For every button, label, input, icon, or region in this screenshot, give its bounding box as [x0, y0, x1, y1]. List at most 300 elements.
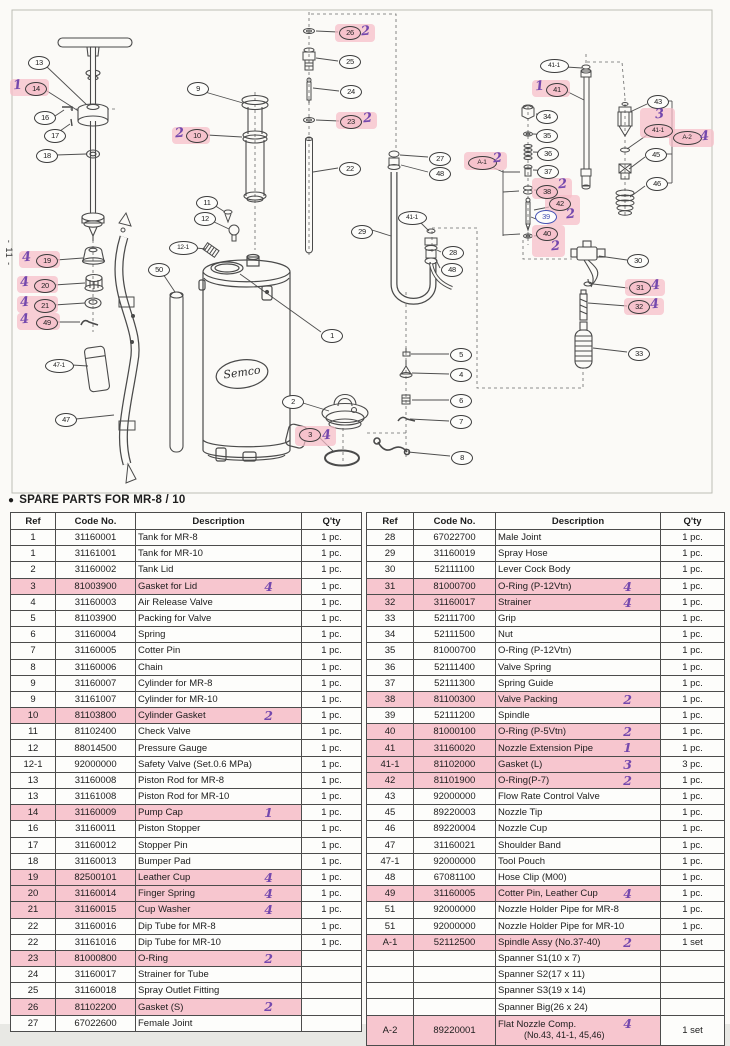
ref-cell: 23	[11, 950, 56, 966]
qty-cell: 1 pc.	[302, 610, 362, 626]
code-cell: 31160017	[56, 967, 136, 983]
handwritten-annotation: 1	[534, 78, 545, 95]
code-cell: 31160018	[56, 983, 136, 999]
desc-cell: Spindle	[496, 708, 661, 724]
page-side-number: - 11 -	[4, 239, 14, 267]
section-title: SPARE PARTS FOR MR-8 / 10	[19, 494, 186, 506]
part-callout: 28	[442, 246, 464, 260]
handwritten-annotation: 2	[565, 206, 576, 223]
code-cell: 92000000	[56, 756, 136, 772]
desc-cell: Tank Lid	[136, 562, 302, 578]
handwritten-annotation: 2	[362, 110, 373, 127]
desc-cell: Gasket for Lid 4	[136, 578, 302, 594]
part-callout: 20	[34, 279, 56, 293]
qty-cell	[661, 999, 725, 1015]
ref-cell: 1	[11, 546, 56, 562]
code-cell: 81100300	[414, 691, 496, 707]
table-row	[367, 837, 725, 853]
table-row	[11, 610, 362, 626]
desc-cell: Cotter Pin	[136, 643, 302, 659]
qty-cell: 1 pc.	[302, 675, 362, 691]
part-callout: 25	[339, 55, 361, 69]
desc-cell: Spray Hose	[496, 546, 661, 562]
qty-cell: 1 pc.	[661, 886, 725, 902]
code-cell: 81003900	[56, 578, 136, 594]
qty-cell: 1 pc.	[661, 724, 725, 740]
desc-cell: O-Ring(P-7) 2	[496, 772, 661, 788]
code-cell: 31160003	[56, 594, 136, 610]
qty-cell: 1 pc.	[661, 610, 725, 626]
qty-cell: 1 pc.	[661, 902, 725, 918]
description-header: Description	[496, 513, 661, 530]
ref-cell: 27	[11, 1015, 56, 1031]
qty-cell: 1 set	[661, 934, 725, 950]
qty-cell: 1 pc.	[302, 756, 362, 772]
ref-cell: 42	[367, 772, 414, 788]
qty-cell: 1 pc.	[661, 740, 725, 756]
code-cell: 31160004	[56, 627, 136, 643]
table-row	[11, 691, 362, 707]
desc-cell: Cylinder for MR-8	[136, 675, 302, 691]
desc-cell: Shoulder Band	[496, 837, 661, 853]
handwritten-annotation: 3	[654, 106, 665, 123]
ref-cell: 28	[367, 530, 414, 546]
desc-cell: Nozzle Holder Pipe for MR-8	[496, 902, 661, 918]
part-callout: 41-1	[644, 124, 673, 138]
code-cell: 31160008	[56, 772, 136, 788]
ref-cell: 46	[367, 821, 414, 837]
handwritten-annotation: 2	[264, 950, 273, 966]
desc-cell: Bumper Pad	[136, 853, 302, 869]
table-row	[11, 659, 362, 675]
handwritten-annotation: 2	[264, 999, 273, 1015]
handwritten-annotation: 1	[264, 805, 273, 821]
code-cell: 81000700	[414, 643, 496, 659]
part-callout: 1	[321, 329, 343, 343]
desc-cell: Piston Rod for MR-8	[136, 772, 302, 788]
code-cell: 52111700	[414, 610, 496, 626]
qty-cell: 1 pc.	[302, 789, 362, 805]
code-cell: 81000100	[414, 724, 496, 740]
table-row	[367, 659, 725, 675]
part-callout: 21	[34, 299, 56, 313]
ref-cell: 10	[11, 708, 56, 724]
ref-cell: 12-1	[11, 756, 56, 772]
desc-cell: Strainer for Tube	[136, 967, 302, 983]
ref-cell: 33	[367, 610, 414, 626]
code-cell: 81000800	[56, 950, 136, 966]
qty-cell: 1 pc.	[302, 691, 362, 707]
table-row	[11, 837, 362, 853]
part-callout: 5	[450, 348, 472, 362]
ref-cell: 39	[367, 708, 414, 724]
table-row	[367, 821, 725, 837]
code-cell: 31160006	[56, 659, 136, 675]
part-callout: 31	[629, 281, 651, 295]
qty-cell: 1 pc.	[661, 789, 725, 805]
part-callout: 11	[196, 196, 218, 210]
code-cell: 52111500	[414, 627, 496, 643]
part-callout: 24	[340, 85, 362, 99]
code-cell: 31161001	[56, 546, 136, 562]
code-cell: 31160017	[414, 594, 496, 610]
ref-cell: 37	[367, 675, 414, 691]
desc-cell: Spindle Assy (No.37-40) 2	[496, 934, 661, 950]
code-cell: 31160005	[56, 643, 136, 659]
qty-cell: 1 pc.	[302, 902, 362, 918]
desc-cell: Cup Washer 4	[136, 902, 302, 918]
part-callout: 34	[536, 110, 558, 124]
part-callout: 26	[339, 26, 361, 40]
desc-cell: Pump Cap 1	[136, 805, 302, 821]
handwritten-annotation: 2	[174, 125, 185, 142]
ref-cell: 35	[367, 643, 414, 659]
qty-cell: 1 pc.	[661, 837, 725, 853]
part-callout: 41-1	[398, 211, 427, 225]
handwritten-annotation: 4	[321, 427, 332, 444]
part-callout: 13	[28, 56, 50, 70]
qty-cell: 1 pc.	[661, 562, 725, 578]
desc-cell: Valve Packing 2	[496, 691, 661, 707]
ref-cell: 41	[367, 740, 414, 756]
part-callout: 30	[627, 254, 649, 268]
table-row	[11, 934, 362, 950]
ref-cell: 1	[11, 530, 56, 546]
desc-cell: Spanner Big(26 x 24)	[496, 999, 661, 1015]
handwritten-annotation: 4	[264, 902, 273, 918]
code-cell: 81103900	[56, 610, 136, 626]
desc-cell: Leather Cup 4	[136, 869, 302, 885]
code-cell: 67022700	[414, 530, 496, 546]
ref-cell: 26	[11, 999, 56, 1015]
part-callout: 4	[450, 368, 472, 382]
table-row	[11, 562, 362, 578]
ref-cell: 5	[11, 610, 56, 626]
table-row	[11, 950, 362, 966]
ref-cell: 51	[367, 902, 414, 918]
part-callout: 19	[36, 254, 58, 268]
code-cell: 67081100	[414, 869, 496, 885]
qty-cell: 1 pc.	[302, 627, 362, 643]
ref-cell: 47	[367, 837, 414, 853]
qty-cell	[302, 967, 362, 983]
table-row	[11, 789, 362, 805]
qty-header: Q'ty	[661, 513, 725, 530]
part-callout: A-1	[468, 156, 497, 170]
code-cell: 52111400	[414, 659, 496, 675]
table-row	[11, 821, 362, 837]
table-header-row	[11, 513, 362, 530]
desc-cell: Grip	[496, 610, 661, 626]
code-cell	[414, 950, 496, 966]
code-cell	[414, 983, 496, 999]
ref-cell: 8	[11, 659, 56, 675]
ref-cell: 22	[11, 918, 56, 934]
ref-cell: 32	[367, 594, 414, 610]
handwritten-annotation: 3	[623, 756, 632, 772]
code-cell: 92000000	[414, 853, 496, 869]
qty-cell	[661, 983, 725, 999]
ref-cell: 20	[11, 886, 56, 902]
code-cell: 81102000	[414, 756, 496, 772]
ref-cell	[367, 999, 414, 1015]
ref-cell: 38	[367, 691, 414, 707]
table-row	[367, 708, 725, 724]
desc-cell: Tool Pouch	[496, 853, 661, 869]
part-callout: 41	[546, 83, 568, 97]
desc-cell: O-Ring (P-12Vtn)	[496, 643, 661, 659]
desc-cell: Spray Outlet Fitting	[136, 983, 302, 999]
part-callout: 9	[187, 82, 209, 96]
ref-cell: 34	[367, 627, 414, 643]
qty-cell: 1 pc.	[302, 578, 362, 594]
desc-cell: Flow Rate Control Valve	[496, 789, 661, 805]
desc-cell: Dip Tube for MR-10	[136, 934, 302, 950]
table-row	[11, 756, 362, 772]
part-callout: 36	[537, 147, 559, 161]
code-cell: 31160019	[414, 546, 496, 562]
handwritten-annotation: 2	[557, 176, 568, 193]
code-cell: 92000000	[414, 789, 496, 805]
desc-cell: Male Joint	[496, 530, 661, 546]
code-cell: 31160009	[56, 805, 136, 821]
part-callout: 12-1	[169, 241, 198, 255]
table-row	[367, 530, 725, 546]
part-callout: 41-1	[540, 59, 569, 73]
ref-cell: 21	[11, 902, 56, 918]
table-row	[367, 886, 725, 902]
part-callout: 42	[549, 197, 571, 211]
desc-cell: Spanner S1(10 x 7)	[496, 950, 661, 966]
ref-cell: 7	[11, 643, 56, 659]
handwritten-annotation: 2	[623, 772, 632, 788]
table-row	[11, 578, 362, 594]
table-row	[11, 983, 362, 999]
handwritten-annotation: 2	[623, 691, 632, 707]
desc-cell: Flat Nozzle Comp. (No.43, 41-1, 45,46) 4	[496, 1015, 661, 1045]
part-callout: 39	[535, 210, 557, 224]
code-cell: 31160016	[56, 918, 136, 934]
table-row	[11, 869, 362, 885]
table-row	[367, 643, 725, 659]
code-cell	[414, 999, 496, 1015]
handwritten-annotation: 4	[19, 311, 30, 328]
ref-cell: 29	[367, 546, 414, 562]
code-cell: 31161008	[56, 789, 136, 805]
part-callout: 2	[282, 395, 304, 409]
table-row	[11, 724, 362, 740]
qty-cell: 1 pc.	[661, 546, 725, 562]
exploded-parts-diagram	[0, 0, 730, 497]
qty-cell: 1 pc.	[661, 675, 725, 691]
handwritten-annotation: 2	[623, 934, 632, 950]
callout-layer	[0, 0, 730, 497]
ref-cell: 48	[367, 869, 414, 885]
table-row	[367, 983, 725, 999]
table-row	[367, 999, 725, 1015]
ref-cell: 14	[11, 805, 56, 821]
table-row	[11, 627, 362, 643]
qty-cell: 1 pc.	[661, 918, 725, 934]
qty-cell: 1 pc.	[302, 772, 362, 788]
ref-cell: 11	[11, 724, 56, 740]
part-callout: 45	[645, 148, 667, 162]
handwritten-annotation: 2	[264, 708, 273, 724]
code-cell: 52111100	[414, 562, 496, 578]
desc-cell: Female Joint	[136, 1015, 302, 1031]
description-header: Description	[136, 513, 302, 530]
table-row	[367, 724, 725, 740]
handwritten-annotation: 1	[623, 740, 632, 756]
handwritten-annotation: 4	[623, 1015, 632, 1031]
code-cell: 81102200	[56, 999, 136, 1015]
ref-cell: 9	[11, 675, 56, 691]
desc-cell: Piston Rod for MR-10	[136, 789, 302, 805]
table-row	[367, 740, 725, 756]
qty-cell: 1 pc.	[302, 821, 362, 837]
desc-cell: O-Ring 2	[136, 950, 302, 966]
part-callout: 33	[628, 347, 650, 361]
table-row	[367, 675, 725, 691]
code-cell: 92000000	[414, 902, 496, 918]
qty-cell: 1 pc.	[302, 853, 362, 869]
desc-cell: Nozzle Extension Pipe 1	[496, 740, 661, 756]
qty-cell: 1 pc.	[661, 869, 725, 885]
ref-cell: 47-1	[367, 853, 414, 869]
qty-cell: 1 pc.	[302, 740, 362, 756]
ref-cell: A-2	[367, 1015, 414, 1045]
table-row	[11, 967, 362, 983]
code-cell: 67022600	[56, 1015, 136, 1031]
part-callout: A-2	[673, 131, 702, 145]
ref-cell: 4	[11, 594, 56, 610]
desc-cell: Nozzle Holder Pipe for MR-10	[496, 918, 661, 934]
handwritten-annotation: 4	[21, 249, 32, 266]
part-callout: 35	[536, 129, 558, 143]
qty-cell: 1 pc.	[661, 643, 725, 659]
table-row	[367, 789, 725, 805]
code-cell: 52111200	[414, 708, 496, 724]
ref-cell	[367, 967, 414, 983]
part-callout: 12	[194, 212, 216, 226]
desc-cell: Lever Cock Body	[496, 562, 661, 578]
spare-parts-table-right	[366, 512, 725, 1046]
ref-cell: 18	[11, 853, 56, 869]
section-bullet-icon: ●	[8, 495, 15, 506]
table-row	[367, 869, 725, 885]
ref-cell: 31	[367, 578, 414, 594]
handwritten-annotation: 4	[264, 886, 273, 902]
code-cell: 31161007	[56, 691, 136, 707]
part-callout: 17	[44, 129, 66, 143]
handwritten-annotation: 4	[699, 128, 710, 145]
ref-cell: 16	[11, 821, 56, 837]
section-title-row	[8, 494, 186, 506]
code-cell: 89220004	[414, 821, 496, 837]
table-row	[367, 546, 725, 562]
table-row	[11, 902, 362, 918]
ref-cell: 13	[11, 789, 56, 805]
code-cell: 31160020	[414, 740, 496, 756]
code-cell: 31161016	[56, 934, 136, 950]
code-cell: 31160015	[56, 902, 136, 918]
code-cell	[414, 967, 496, 983]
desc-cell: Air Release Valve	[136, 594, 302, 610]
spare-parts-table-left	[10, 512, 362, 1032]
desc-cell: Stopper Pin	[136, 837, 302, 853]
ref-cell: 19	[11, 869, 56, 885]
code-cell: 31160012	[56, 837, 136, 853]
qty-cell: 1 pc.	[302, 562, 362, 578]
qty-cell	[302, 999, 362, 1015]
desc-cell: Nozzle Cup	[496, 821, 661, 837]
qty-cell: 1 set	[661, 1015, 725, 1045]
desc-cell: Nozzle Tip	[496, 805, 661, 821]
qty-cell: 1 pc.	[661, 530, 725, 546]
code-cell: 81102400	[56, 724, 136, 740]
qty-cell: 1 pc.	[302, 659, 362, 675]
qty-cell: 1 pc.	[661, 578, 725, 594]
table-header-row	[367, 513, 725, 530]
part-callout: 49	[36, 316, 58, 330]
code-cell: 81000700	[414, 578, 496, 594]
code-cell: 31160005	[414, 886, 496, 902]
ref-header: Ref	[367, 513, 414, 530]
part-callout: 10	[186, 129, 208, 143]
handwritten-annotation: 2	[360, 23, 371, 40]
qty-cell: 1 pc.	[661, 805, 725, 821]
part-callout: 46	[646, 177, 668, 191]
code-cell: 31160014	[56, 886, 136, 902]
desc-cell: Packing for Valve	[136, 610, 302, 626]
table-row	[367, 805, 725, 821]
table-row	[11, 546, 362, 562]
code-cell: 31160002	[56, 562, 136, 578]
table-row	[11, 675, 362, 691]
table-row	[11, 853, 362, 869]
qty-cell: 1 pc.	[302, 918, 362, 934]
qty-cell: 1 pc.	[302, 805, 362, 821]
qty-cell: 1 pc.	[302, 708, 362, 724]
part-callout: 48	[441, 263, 463, 277]
code-cell: 81103800	[56, 708, 136, 724]
part-callout: 14	[25, 82, 47, 96]
ref-cell: 30	[367, 562, 414, 578]
part-callout: 22	[339, 162, 361, 176]
ref-cell: 17	[11, 837, 56, 853]
table-row	[11, 530, 362, 546]
desc-cell: Valve Spring	[496, 659, 661, 675]
code-cell: 88014500	[56, 740, 136, 756]
qty-cell: 1 pc.	[661, 594, 725, 610]
code-cell: 89220003	[414, 805, 496, 821]
table-row	[367, 967, 725, 983]
table-row	[367, 853, 725, 869]
table-row	[367, 627, 725, 643]
ref-cell: 51	[367, 918, 414, 934]
part-callout: 38	[536, 185, 558, 199]
table-row	[11, 999, 362, 1015]
desc-cell: Cylinder for MR-10	[136, 691, 302, 707]
ref-cell: 25	[11, 983, 56, 999]
part-callout: 32	[628, 300, 650, 314]
qty-cell	[302, 1015, 362, 1031]
desc-cell: Dip Tube for MR-8	[136, 918, 302, 934]
desc-cell: Tank for MR-8	[136, 530, 302, 546]
desc-cell: Finger Spring 4	[136, 886, 302, 902]
desc-cell: Strainer 4	[496, 594, 661, 610]
table-row	[11, 643, 362, 659]
